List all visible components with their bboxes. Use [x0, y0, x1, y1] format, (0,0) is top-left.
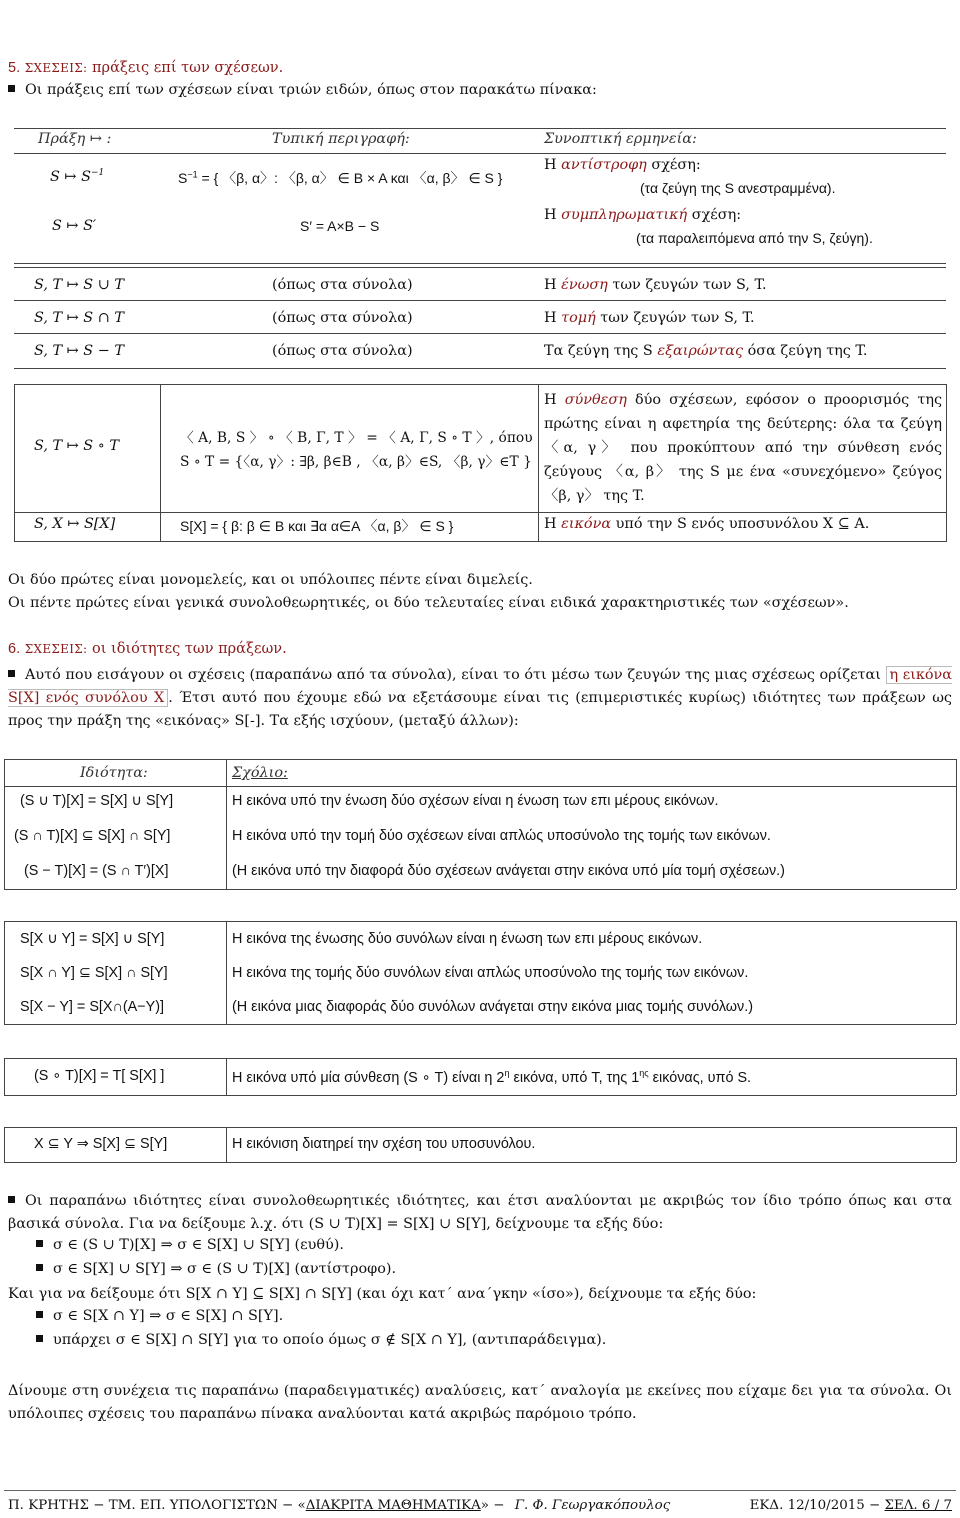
- interp-complement: Η συμπληρωματική σχέση:: [544, 207, 742, 223]
- comment-composition: Η εικόνα υπό μία σύνθεση (S ∘ T) είναι η $2^\eta$ εικόνα, υπό T, της $1^{\eta\varsigma}$ εικόνας, υπό S.: [232, 1068, 752, 1086]
- bullet-icon: [36, 1335, 43, 1342]
- list1-item-1: σ ∈ (S ∪ T)[X] ⇒ σ ∈ S[X] ∪ S[Y] (ευθύ).: [36, 1237, 344, 1253]
- prop-subset: X ⊆ Y ⇒ S[X] ⊆ S[Y]: [34, 1136, 168, 1152]
- prop-intersection-set: S[X ∩ Y] ⊆ S[X] ∩ S[Y]: [20, 965, 168, 981]
- bullet-icon: [8, 1196, 15, 1203]
- image-highlight: η εικόνα S[X] ενός συνόλου X: [8, 667, 953, 706]
- op-composition: S, T ↦ S ∘ T: [34, 438, 119, 454]
- bullet-icon: [36, 1240, 43, 1247]
- intro-bullet: Οι πράξεις επί των σχέσεων είναι τριών ειδών, όπως στον παρακάτω πίνακα:: [8, 82, 597, 98]
- table1-header-operation: Πράξη ↦ :: [38, 131, 112, 147]
- interp-inverse: Η αντίστροφη σχέση:: [544, 157, 701, 173]
- interp-complement-note: (τα παραλειπόμενα από την S, ζεύγη).: [636, 230, 873, 246]
- op-inverse: S ↦ $S^{-1}$: [50, 168, 105, 185]
- section-5-heading: 5. ΣΧΕΣΕΙΣ: πράξεις επί των σχέσεων.: [8, 60, 284, 76]
- formal-inverse: $S^{-1}$ = { 〈β, α〉: 〈β, α〉 ∈ B × A και 〈α, β〉 ∈ S }: [178, 169, 503, 186]
- op-image: S, X ↦ S[X]: [34, 516, 116, 532]
- comment-intersection-rel: Η εικόνα υπό την τομή δύο σχέσεων είναι απλώς υποσύνολο της τομής των εικόνων.: [232, 828, 771, 844]
- formal-intersection: (όπως στα σύνολα): [272, 310, 413, 326]
- prop-intersection-rel: (S ∩ T)[X] ⊆ S[X] ∩ S[Y]: [14, 828, 171, 844]
- prop-composition: (S ∘ T)[X] = T[ S[X] ]: [34, 1068, 165, 1084]
- footer-left: Π. ΚΡΗΤΗΣ − ΤΜ. ΕΠ. ΥΠΟΛΟΓΙΣΤΩΝ − «ΔΙΑΚΡΙΤΑ ΜΑΘΗΜΑΤΙΚΑ» − Γ. Φ. Γεωργακόπουλος: [8, 1498, 671, 1513]
- comment-union-rel: Η εικόνα υπό την ένωση δύο σχέσων είναι η ένωση των επι μέρους εικόνων.: [232, 793, 719, 809]
- op-union: S, T ↦ S ∪ T: [34, 277, 124, 293]
- note-arity: Οι δύο πρώτες είναι μονομελείς, και οι υπόλοιπες πέντε είναι διμελείς.: [8, 572, 533, 588]
- table1-header-formal: Τυπική περιγραφή:: [272, 131, 410, 147]
- subset-paragraph: Και για να δείξουμε ότι S[X ∩ Y] ⊆ S[X] ∩ S[Y] (και όχι κατ΄ ανα΄γκην «ίσο»), δείχνουμε τα εξής δύο:: [8, 1286, 757, 1302]
- bullet-icon: [8, 670, 15, 677]
- op-difference: S, T ↦ S − T: [34, 343, 124, 359]
- list2-item-1: σ ∈ S[X ∩ Y] ⇒ σ ∈ S[X] ∩ S[Y].: [36, 1308, 283, 1324]
- proof-paragraph: Οι παραπάνω ιδιότητες είναι συνολοθεωρητικές ιδιότητες, και έτσι αναλύονται με ακριβώς τον ίδιο τρόπο όπως και στα βασικά σύνολα. Για να δείξουμε λ.χ. ότι (S ∪ T)[X] = S[X] ∪ S[Y], δείχνουμε τα εξής δύο:: [8, 1193, 952, 1232]
- bullet-icon: [8, 85, 15, 92]
- list2-item-2: υπάρχει σ ∈ S[X] ∩ S[Y] για το οποίο όμως σ ∉ S[X ∩ Y], (αντιπαράδειγμα).: [36, 1332, 606, 1348]
- comment-subset: Η εικόνιση διατηρεί την σχέση του υποσυνόλου.: [232, 1136, 536, 1152]
- table1-header-interpretation: Συνοπτική ερμηνεία:: [544, 131, 697, 147]
- bullet-icon: [36, 1264, 43, 1271]
- comment-difference-set: (Η εικόνα μιας διαφοράς δύο συνόλων ανάγεται στην εικόνα μιας τομής συνόλων.): [232, 999, 754, 1015]
- table2-header-comment: Σχόλιο:: [232, 765, 288, 781]
- formal-composition-2: S ∘ T = {〈α, γ〉: ∃β, β∈B , 〈α, β〉∈S, 〈β, γ〉∈T }: [180, 454, 532, 470]
- table2-header-property: Ιδιότητα:: [80, 765, 148, 781]
- formal-difference: (όπως στα σύνολα): [272, 343, 413, 359]
- list1-item-2: σ ∈ S[X] ∪ S[Y] ⇒ σ ∈ (S ∪ T)[X] (αντίστροφο).: [36, 1261, 396, 1277]
- footer-right: ΕΚΔ. 12/10/2015 − ΣΕΛ. 6 / 7: [749, 1498, 952, 1513]
- comment-union-set: Η εικόνα της ένωσης δύο συνόλων είναι η ένωση των επι μέρους εικόνων.: [232, 931, 703, 947]
- formal-composition-1: 〈 A, B, S 〉 ∘ 〈 B, Γ, T 〉 = 〈 A, Γ, S ∘ T 〉, όπου: [180, 430, 533, 446]
- section-6-heading: 6. ΣΧΕΣΕΙΣ: οι ιδιότητες των πράξεων.: [8, 641, 287, 657]
- interp-composition: Η σύνθεση δύο σχέσεων, εφόσον ο προορισμός της πρώτης είναι η αφετηρία της δεύτερης: όλα τα ζεύγη 〈α, γ〉 που προκύπτουν από την σύνθεση ενός ζεύγους 〈α, β〉 της S με ένα «συνεχόμενο» ζεύγος 〈β, γ〉 της T.: [544, 392, 943, 504]
- comment-difference-rel: (Η εικόνα υπό την διαφορά δύο σχέσεων ανάγεται στην εικόνα υπό μία τομή σχέσεων.): [232, 863, 785, 879]
- comment-intersection-set: Η εικόνα της τομής δύο συνόλων είναι απλώς υποσύνολο της τομής των εικόνων.: [232, 965, 749, 981]
- op-intersection: S, T ↦ S ∩ T: [34, 310, 124, 326]
- interp-union: Η ένωση των ζευγών των S, T.: [544, 277, 767, 293]
- prop-union-rel: (S ∪ T)[X] = S[X] ∪ S[Y]: [20, 793, 174, 809]
- formal-complement: S′ = A×B − S: [300, 218, 380, 234]
- op-complement: S ↦ S′: [52, 218, 97, 234]
- interp-intersection: Η τομή των ζευγών των S, T.: [544, 310, 755, 326]
- interp-inverse-note: (τα ζεύγη της S ανεστραμμένα).: [640, 180, 836, 196]
- formal-union: (όπως στα σύνολα): [272, 277, 413, 293]
- closing-paragraph: Δίνουμε στη συνέχεια τις παραπάνω (παραδειγματικές) αναλύσεις, κατ΄ αναλογία με εκείνες που είχαμε δει για τα σύνολα. Οι υπόλοιπες σχέσεις του παραπάνω πίνακα αναλύονται κατά ακριβώς παρόμοιο τρόπο.: [8, 1383, 952, 1422]
- bullet-icon: [36, 1311, 43, 1318]
- interp-image: Η εικόνα υπό την S ενός υποσυνόλου X ⊆ A.: [544, 516, 870, 532]
- formal-image: S[X] = { β: β ∈ B και ∃α α∈A 〈α, β〉 ∈ S }: [180, 518, 454, 534]
- section-6-paragraph: Αυτό που εισάγουν οι σχέσεις (παραπάνω από τα σύνολα), είναι το ότι μέσω των ζευγών της μιας σχέσεως ορίζεται η εικόνα S[X] ενός συνόλου X . Έτσι αυτό που έχουμε εδώ να εξετάσουμε είναι τις (επιμεριστικές κυρίως) ιδιότητες των πράξεων ως προς την πράξη της «εικόνας» S[-]. Τα εξής ισχύουν, (μεταξύ άλλων):: [8, 667, 953, 729]
- prop-difference-set: S[X − Y] = S[X∩(A−Y)]: [20, 999, 165, 1015]
- interp-difference: Τα ζεύγη της S εξαιρώντας όσα ζεύγη της T.: [544, 343, 868, 359]
- prop-difference-rel: (S − T)[X] = (S ∩ T′)[X]: [24, 863, 169, 879]
- prop-union-set: S[X ∪ Y] = S[X] ∪ S[Y]: [20, 931, 165, 947]
- note-settheoretic: Οι πέντε πρώτες είναι γενικά συνολοθεωρητικές, οι δύο τελευταίες είναι ειδικά χαρακτηριστικές των «σχέσεων».: [8, 595, 849, 611]
